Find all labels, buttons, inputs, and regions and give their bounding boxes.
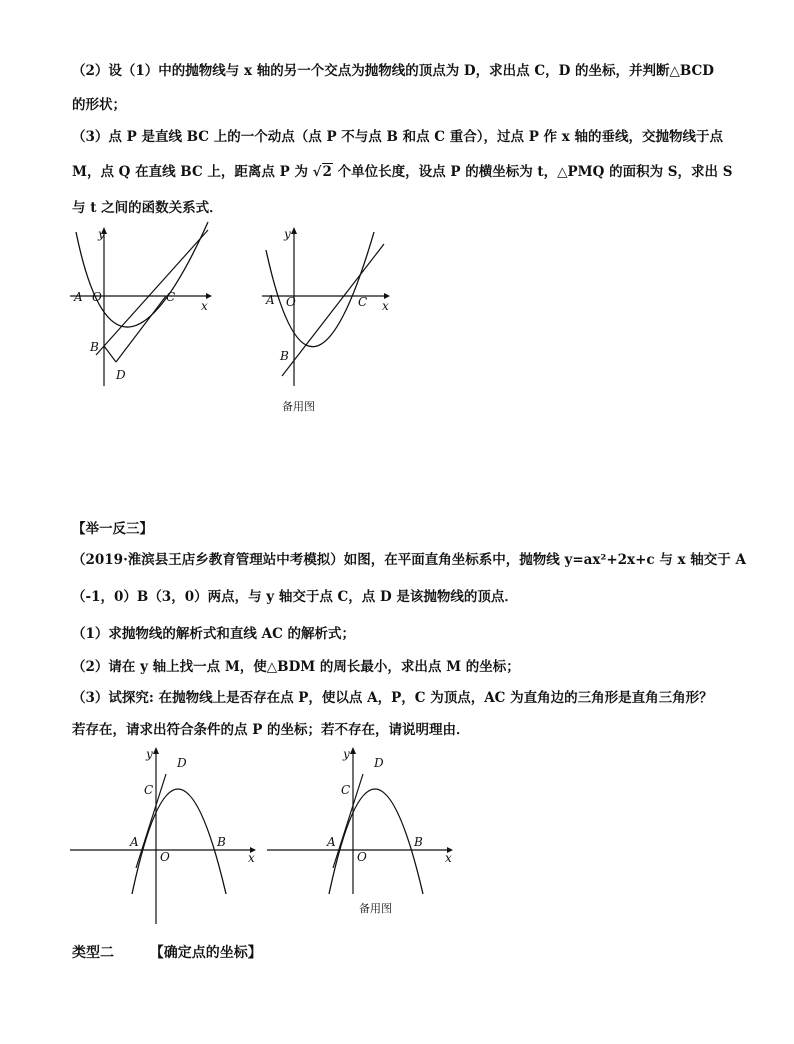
q2-line-2: 的形状； [72, 97, 126, 113]
fig3-label-o: O [160, 850, 170, 864]
fig2-label-a: A [266, 293, 275, 307]
fig4-label-d: D [374, 756, 384, 770]
fig2-line-bc [282, 244, 384, 376]
fig3-label-x: x [248, 851, 255, 865]
fig3-parabola-curve [132, 789, 226, 894]
fig1-parabola-curve [76, 222, 208, 327]
fig2-label-x: x [382, 299, 389, 313]
fig1-segment-dc [116, 296, 166, 362]
fig1-label-c: C [166, 290, 176, 304]
fig3-label-y: y [146, 747, 153, 761]
fig4-label-x: x [445, 851, 452, 865]
figure-3-downward-parabola [70, 744, 265, 930]
fig1-label-x: x [201, 299, 208, 313]
section-heading: 【举一反三】 [72, 521, 153, 537]
q3-line-2 [72, 163, 732, 181]
fig1-segment-bd [104, 346, 116, 362]
fig1-label-o: O [92, 290, 102, 304]
figure-4-downward-parabola-spare [267, 744, 462, 930]
type-heading [72, 944, 262, 962]
fig4-caption: 备用图 [359, 902, 392, 915]
fig4-label-b: B [414, 835, 423, 849]
fig3-label-a: A [130, 835, 139, 849]
fig3-label-d: D [177, 756, 187, 770]
fig1-label-y: y [98, 227, 105, 241]
sub-question-3-line-1: （3）试探究: 在抛物线上是否存在点 P，使以点 A，P，C 为顶点，AC 为直角边的三角形是直角三角形？ [72, 690, 713, 706]
fig2-y-arrow [291, 227, 297, 234]
fig1-label-d: D [116, 368, 126, 382]
fig2-label-b: B [280, 349, 289, 363]
fig4-label-a: A [327, 835, 336, 849]
q3-line-1: （3）点 P 是直线 BC 上的一个动点（点 P 不与点 B 和点 C 重合），过点 P 作 x 轴的垂线，交抛物线于点 [72, 129, 724, 145]
fig3-label-b: B [217, 835, 226, 849]
fig2-label-o: O [286, 295, 296, 309]
intro-line-1: （2019·淮滨县王店乡教育管理站中考模拟）如图，在平面直角坐标系中，抛物线 y=ax²+2x+c 与 x 轴交于 A [72, 552, 746, 568]
fig1-label-a: A [74, 290, 83, 304]
fig2-label-c: C [358, 295, 368, 309]
fig4-label-y: y [343, 747, 350, 761]
fig2-parabola-curve [266, 232, 374, 347]
q3-line-2-part-a: M，点 Q 在直线 BC 上，距离点 P 为 [72, 164, 308, 180]
intro-line-2: （-1，0）B（3，0）两点，与 y 轴交于点 C，点 D 是该抛物线的顶点． [72, 589, 518, 605]
fig1-label-b: B [90, 340, 99, 354]
type-label: 类型二 [72, 945, 114, 961]
sqrt-expression [313, 163, 333, 181]
q3-line-3: 与 t 之间的函数关系式． [72, 200, 223, 216]
q3-line-2-part-b: 个单位长度，设点 P 的横坐标为 t，△PMQ 的面积为 S，求出 S [337, 164, 733, 180]
sqrt-value: 2 [322, 164, 332, 180]
fig4-parabola-curve [329, 789, 423, 894]
fig3-label-c: C [144, 783, 154, 797]
sub-question-1: （1）求抛物线的解析式和直线 AC 的解析式； [72, 626, 356, 642]
fig2-label-y: y [284, 227, 291, 241]
fig3-y-arrow [153, 747, 159, 754]
sub-question-3-line-2: 若存在，请求出符合条件的点 P 的坐标；若不存在，请说明理由． [72, 722, 470, 738]
fig4-y-arrow [350, 747, 356, 754]
type-title: 【确定点的坐标】 [149, 945, 262, 961]
sub-question-2: （2）请在 y 轴上找一点 M，使△BDM 的周长最小，求出点 M 的坐标； [72, 659, 520, 675]
fig2-caption: 备用图 [282, 400, 315, 413]
figure-1-parabola [66, 222, 216, 392]
sqrt-symbol: √ [312, 164, 322, 180]
fig1-line-bc [96, 230, 208, 355]
figure-2-parabola-spare [258, 222, 408, 422]
fig4-label-o: O [357, 850, 367, 864]
q2-line-1: （2）设（1）中的抛物线与 x 轴的另一个交点为抛物线的顶点为 D，求出点 C，D 的坐标，并判断△BCD [72, 63, 714, 79]
fig4-label-c: C [341, 783, 351, 797]
